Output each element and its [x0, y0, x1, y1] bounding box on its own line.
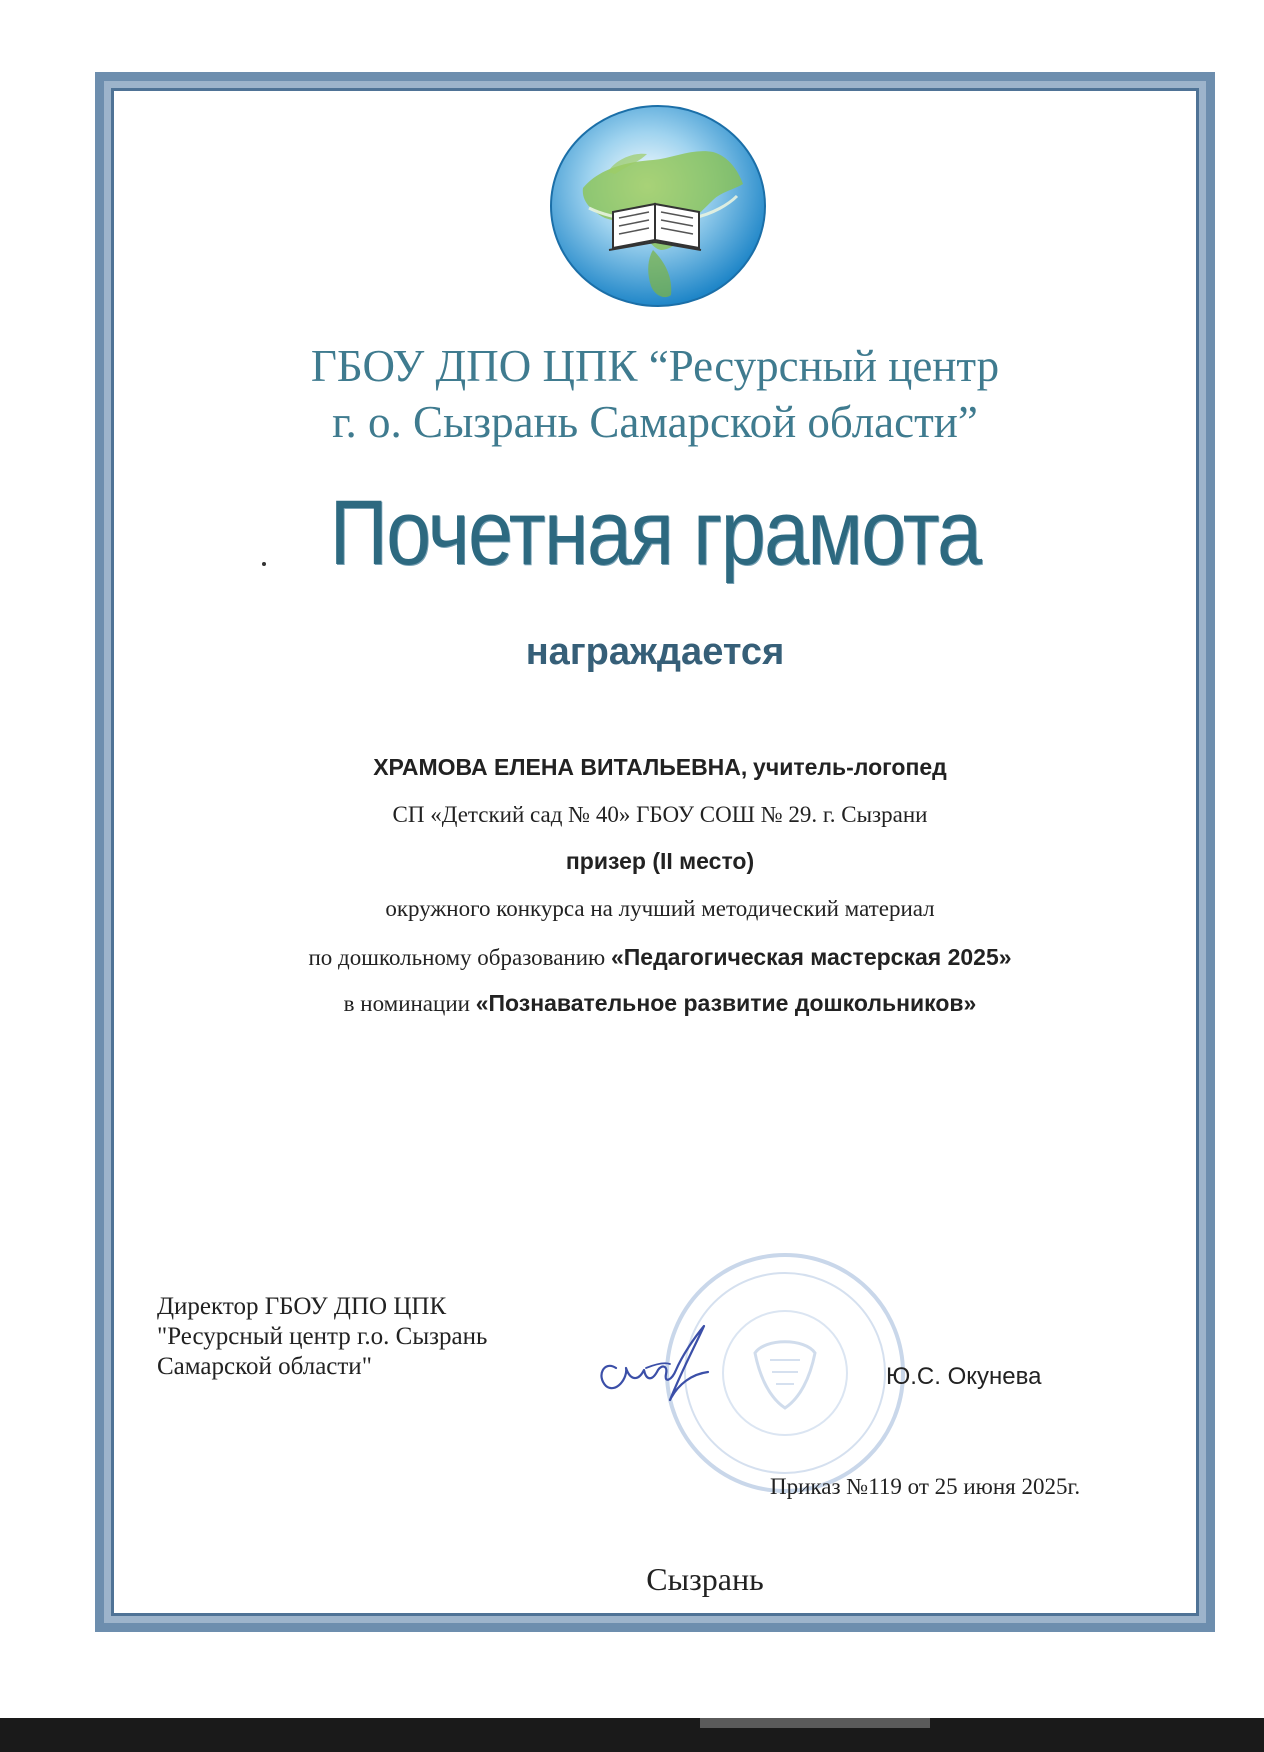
- recipient-position: учитель-логопед: [753, 754, 947, 780]
- contest-line2: [180, 942, 1140, 973]
- recipient-institution: СП «Детский сад № 40» ГБОУ СОШ № 29. г. Сызрани: [392, 802, 928, 827]
- city-name: Сызрань: [646, 1561, 764, 1597]
- contest-name: «Педагогическая мастерская 2025»: [610, 944, 1012, 970]
- signature-icon: [586, 1308, 736, 1418]
- order-reference: Приказ №119 от 25 июня 2025г.: [770, 1474, 1081, 1499]
- contest-line3: [180, 988, 1140, 1019]
- globe-book-emblem-icon: [543, 100, 773, 312]
- director-line3: Самарской области": [157, 1353, 372, 1380]
- recipient-name: ХРАМОВА ЕЛЕНА ВИТАЛЬЕВНА,: [373, 754, 748, 780]
- organization-title-line2: г. о. Сызрань Самарской области”: [332, 397, 978, 447]
- scan-edge: [0, 1718, 1264, 1752]
- nomination-name: «Познавательное развитие дошкольников»: [475, 990, 977, 1016]
- contest-line3-prefix: в номинации: [343, 991, 470, 1016]
- contest-line2-prefix: по дошкольному образованию: [308, 945, 606, 970]
- awarded-label: награждается: [525, 631, 785, 673]
- certificate-title: Почетная грамота: [329, 482, 981, 584]
- signer-name: Ю.С. Окунева: [886, 1363, 1042, 1390]
- organization-title-line1: ГБОУ ДПО ЦПК “Ресурсный центр: [310, 341, 1000, 391]
- director-line2: "Ресурсный центр г.о. Сызрань: [157, 1323, 488, 1350]
- recipient-line: [180, 752, 1140, 783]
- director-line1: Директор ГБОУ ДПО ЦПК: [157, 1293, 447, 1320]
- recipient-place: призер (II место): [565, 848, 755, 874]
- director-title: [157, 1292, 487, 1382]
- contest-line1: окружного конкурса на лучший методический материал: [385, 896, 935, 921]
